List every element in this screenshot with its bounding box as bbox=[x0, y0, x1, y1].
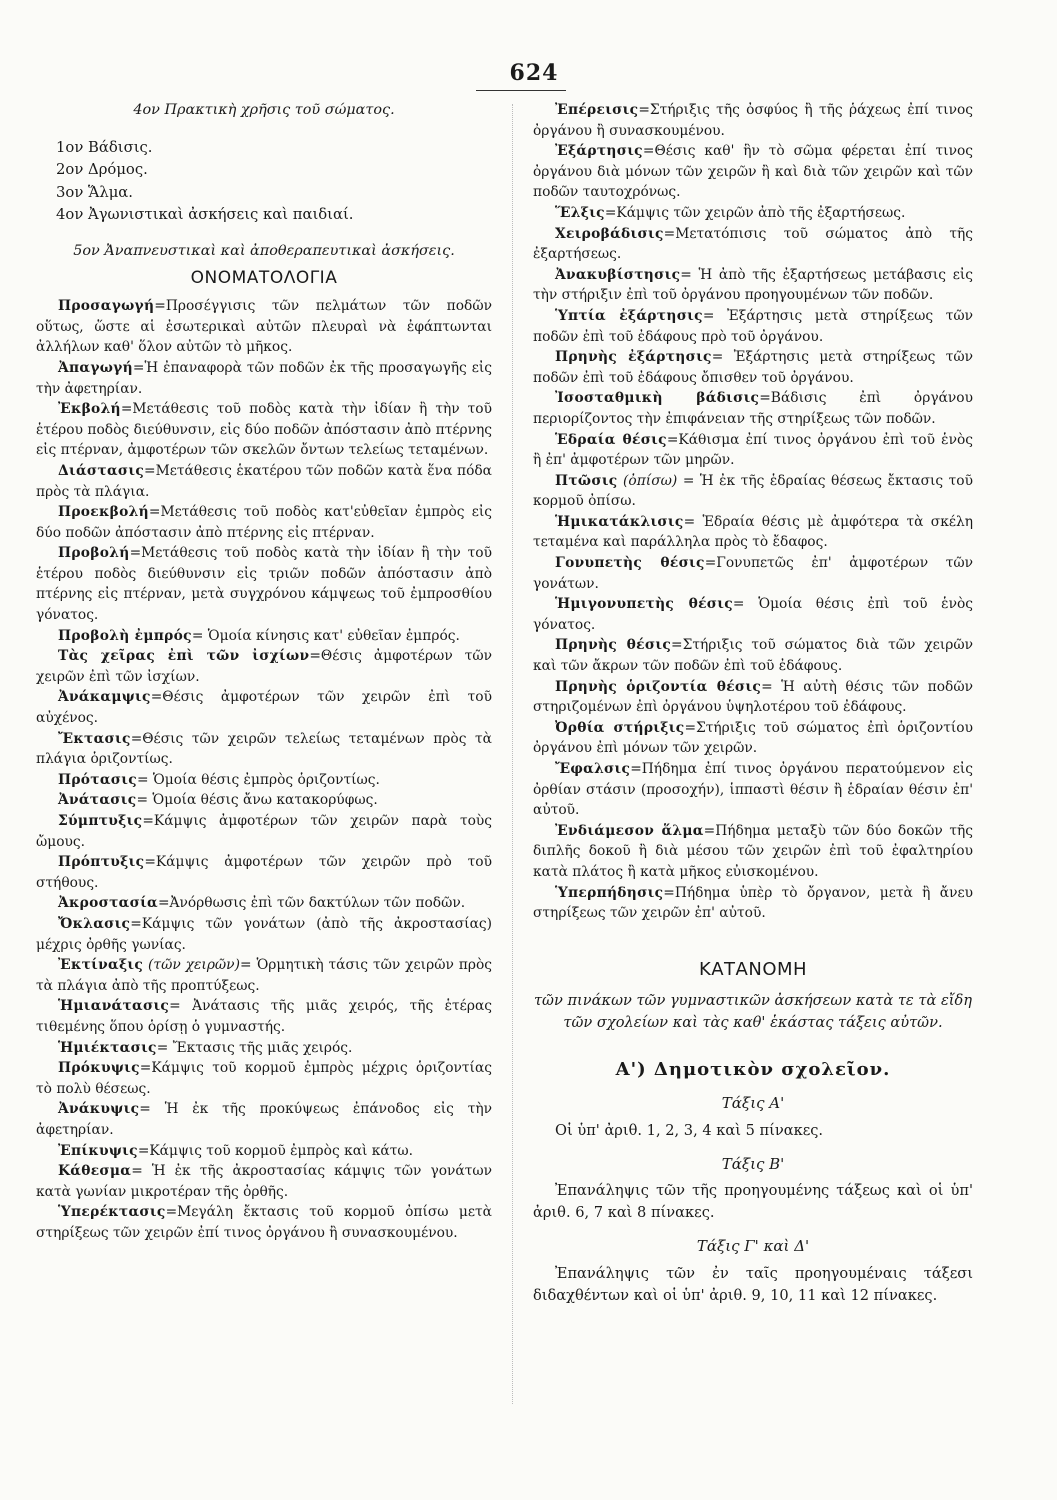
glossary-definition: =Κάμψις τοῦ κορμοῦ ἐμπρὸς καὶ κάτω. bbox=[137, 1142, 414, 1159]
glossary-entry bbox=[36, 646, 492, 687]
glossary-entry bbox=[533, 306, 973, 347]
right-entries bbox=[533, 100, 973, 924]
glossary-term: Ἡμιανάτασις bbox=[58, 998, 170, 1015]
glossary-term: Πτῶσις bbox=[555, 472, 618, 489]
glossary-entry bbox=[533, 883, 973, 924]
glossary-term: Ἐπέρεισις bbox=[555, 102, 639, 118]
glossary-entry bbox=[533, 388, 973, 429]
glossary-term: Ἀνάκυψις bbox=[58, 1101, 140, 1118]
glossary-entry bbox=[36, 502, 492, 543]
section-5-heading: 5ον Ἀναπνευστικαὶ καὶ ἀποθεραπευτικαὶ ἀσκήσεις. bbox=[73, 242, 455, 259]
glossary-term: Πρηνὴς ἐξάρτησις bbox=[555, 349, 712, 366]
glossary-entry bbox=[36, 770, 492, 791]
glossary-definition: = Ἑδραία θέσις μὲ ἀμφότερα τὰ σκέλη τεταμένα καὶ παράλληλα πρὸς τὸ ἔδαφος. bbox=[533, 513, 973, 551]
glossary-term: Ὑπερπήδησις bbox=[555, 884, 664, 901]
glossary-entry bbox=[533, 512, 973, 553]
glossary-definition: =Πήδημα ἐπί τινος ὀργάνου περατούμενον εἰς ὀρθίαν στάσιν (προσοχήν), ἱππαστὶ θέσιν ἢ ἑδραίαν θέσιν ἐπ' αὐτοῦ. bbox=[533, 761, 973, 819]
glossary-definition: =Κάμψις τοῦ κορμοῦ ἐμπρὸς μέχρις ὁριζοντίας τὸ πολὺ θέσεως. bbox=[36, 1060, 492, 1097]
glossary-definition: = Ἔκτασις τῆς μιᾶς χειρός. bbox=[156, 1039, 353, 1056]
plan-item: 4ον Ἀγωνιστικαὶ ἀσκήσεις καὶ παιδιαί. bbox=[56, 206, 354, 224]
glossary-term: Πρηνὴς ὁριζοντία θέσις bbox=[555, 678, 762, 695]
page-number: 624 bbox=[509, 60, 559, 86]
glossary-term: Τὰς χεῖρας ἐπὶ τῶν ἰσχίων bbox=[58, 648, 310, 665]
glossary-entry bbox=[36, 893, 492, 914]
glossary-definition: =Θέσις τῶν χειρῶν τελείως τεταμένων πρὸς τὰ πλάγια ὁριζοντίως. bbox=[36, 730, 492, 768]
glossary-definition: =Γονυπετῶς ἐπ' ἀμφοτέρων τῶν γονάτων. bbox=[533, 555, 973, 592]
glossary-entry bbox=[533, 677, 973, 718]
glossary-entry bbox=[36, 358, 492, 399]
glossary-entry bbox=[36, 1141, 492, 1162]
glossary-term: Ἀνακυβίστησις bbox=[555, 266, 681, 283]
glossary-term: Προεκβολή bbox=[58, 504, 149, 521]
glossary-definition: =Κάθισμα ἐπί τινος ὀργάνου ἐπὶ τοῦ ἑνὸς ἢ ἐπ' ἀμφοτέρων τῶν μηρῶν. bbox=[533, 431, 973, 469]
glossary-entry bbox=[36, 1058, 492, 1099]
plan-item: 1ον Βάδισις. bbox=[56, 138, 153, 156]
glossary-entry bbox=[36, 1202, 492, 1243]
page-number-rule bbox=[476, 90, 566, 91]
glossary-definition: =Θέσις ἀμφοτέρων τῶν χειρῶν ἐπὶ τῶν ἰσχίων. bbox=[36, 648, 492, 685]
glossary-definition: =Μετάθεσις ἑκατέρου τῶν ποδῶν κατὰ ἕνα πόδα πρὸς τὰ πλάγια. bbox=[36, 462, 492, 500]
glossary-definition: = Ὁμοία θέσις ἐμπρὸς ὁριζοντίως. bbox=[136, 771, 380, 788]
glossary-entry bbox=[533, 635, 973, 676]
glossary-entry bbox=[533, 821, 973, 883]
class-heading: Τάξις Γ' καὶ Δ' bbox=[696, 1237, 810, 1256]
glossary-entry bbox=[36, 1038, 492, 1059]
glossary-entry bbox=[36, 399, 492, 461]
glossary-term: Ἐνδιάμεσον ἅλμα bbox=[555, 822, 704, 839]
glossary-entry bbox=[36, 1161, 492, 1202]
plan-list bbox=[56, 137, 492, 227]
glossary-term: Ἔκτασις bbox=[58, 730, 131, 747]
glossary-term: Ὄκλασις bbox=[58, 915, 131, 932]
glossary-term: Ἑδραία θέσις bbox=[555, 431, 667, 448]
glossary-term: Προβολή bbox=[58, 545, 130, 562]
glossary-definition: = Ὁρμητικὴ τάσις τῶν χειρῶν πρὸς τὰ πλάγια ἀπὸ τῆς προπτύξεως. bbox=[36, 957, 492, 994]
glossary-entry bbox=[533, 759, 973, 821]
glossary-entry bbox=[533, 430, 973, 471]
glossary-definition: =Βάδισις ἐπὶ ὀργάνου περιορίζοντος τὴν ἐπιφάνειαν τῆς στηρίξεως τῶν ποδῶν. bbox=[533, 390, 973, 427]
glossary-entry bbox=[36, 852, 492, 893]
glossary-entry bbox=[533, 347, 973, 388]
glossary-term: Πρόπτυξις bbox=[58, 854, 145, 871]
glossary-term: Ἀνάκαμψις bbox=[58, 689, 151, 706]
glossary-term: Πρηνὴς θέσις bbox=[555, 637, 672, 654]
katanomi-subtitle: τῶν πινάκων τῶν γυμναστικῶν ἀσκήσεων κατὰ τε τὰ εἴδη τῶν σχολείων καὶ τὰς καθ' ἑκάστας τάξεις αὐτῶν. bbox=[533, 992, 973, 1032]
glossary-definition: = Ἡ ἐκ τῆς προκύψεως ἐπάνοδος εἰς τὴν ἀφετηρίαν. bbox=[36, 1101, 492, 1138]
glossary-entry bbox=[533, 553, 973, 594]
glossary-definition: =Στήριξις τοῦ σώματος ἐπὶ ὁριζοντίου ὀργάνου ἐπὶ μόνων τῶν χειρῶν. bbox=[533, 719, 973, 757]
glossary-entry bbox=[36, 626, 492, 647]
glossary-entry bbox=[36, 729, 492, 770]
glossary-term: Ὀρθία στήριξις bbox=[555, 719, 685, 736]
class-heading: Τάξις Α' bbox=[721, 1093, 785, 1112]
glossary-entry bbox=[36, 996, 492, 1037]
section-4-heading: 4ον Πρακτικὴ χρῆσις τοῦ σώματος. bbox=[133, 102, 395, 118]
glossary-definition: = Ἐξάρτησις μετὰ στηρίξεως τῶν ποδῶν ἐπὶ τοῦ ἐδάφους ὄπισθεν τοῦ ὀργάνου. bbox=[533, 349, 974, 386]
glossary-entry bbox=[36, 955, 492, 996]
glossary-term: Πρότασις bbox=[58, 771, 137, 788]
column-divider bbox=[512, 104, 513, 1404]
glossary-term: Ἐκτίναξις bbox=[58, 957, 144, 974]
glossary-definition: =Κάμψις ἀμφοτέρων τῶν χειρῶν πρὸ τοῦ στήθους. bbox=[36, 854, 492, 891]
glossary-definition: =Ἀνόρθωσις ἐπὶ τῶν δακτύλων τῶν ποδῶν. bbox=[157, 895, 466, 912]
class-text: Ἐπανάληψις τῶν ἐν ταῖς προηγουμέναις τάξεσι διδαχθέντων καὶ οἱ ὑπ' ἀριθ. 9, 10, 11 καὶ 12 πίνακες. bbox=[533, 1264, 973, 1304]
glossary-entry bbox=[36, 790, 492, 811]
glossary-definition: =Πήδημα ὑπὲρ τὸ ὄργανον, μετὰ ἢ ἄνευ στηρίξεως τῶν χειρῶν ἐπ' αὐτοῦ. bbox=[533, 884, 973, 922]
glossary-definition: = Ἀνάτασις τῆς μιᾶς χειρός, τῆς ἑτέρας τιθεμένης ὅπου ὁρίσῃ ὁ γυμναστής. bbox=[36, 998, 492, 1035]
glossary-definition: = Ἐξάρτησις μετὰ στηρίξεως τῶν ποδῶν ἐπὶ τοῦ ἐδάφους πρὸ τοῦ ὀργάνου. bbox=[533, 307, 973, 345]
left-entries bbox=[36, 296, 492, 1243]
glossary-term: Ἀκροστασία bbox=[58, 895, 158, 912]
glossary-term: Κάθεσμα bbox=[58, 1163, 132, 1180]
glossary-definition: =Μεγάλη ἔκτασις τοῦ κορμοῦ ὀπίσω μετὰ στηρίξεως τῶν χειρῶν ἐπί τινος ὀργάνου ἢ συνασκουμένου. bbox=[36, 1204, 492, 1241]
glossary-term: Χειροβάδισις bbox=[555, 225, 664, 242]
class-text: Οἱ ὑπ' ἀριθ. 1, 2, 3, 4 καὶ 5 πίνακες. bbox=[555, 1121, 824, 1139]
glossary-definition: =Πήδημα μεταξὺ τῶν δύο δοκῶν τῆς διπλῆς δοκοῦ ἢ διὰ μέσου τῶν χειρῶν ἐπὶ τοῦ ἐφαλτηρίου κατὰ πλάτος ἢ κατὰ μῆκος εὐισκομένου. bbox=[533, 822, 973, 880]
nomenclature-title: ΟΝΟΜΑΤΟΛΟΓΙΑ bbox=[190, 267, 338, 288]
glossary-entry bbox=[36, 914, 492, 955]
glossary-entry bbox=[533, 718, 973, 759]
glossary-entry bbox=[36, 461, 492, 502]
glossary-term: Ἐπίκυψις bbox=[58, 1142, 138, 1159]
glossary-definition: = Ἡ αὐτὴ θέσις τῶν ποδῶν στηριζομένων ἐπὶ ὀργάνου ὑψηλοτέρου τοῦ ἐδάφους. bbox=[533, 678, 973, 716]
glossary-term: Πρόκυψις bbox=[58, 1060, 140, 1077]
glossary-term: Σύμπτυξις bbox=[58, 813, 143, 829]
glossary-definition: =Προσέγγισις τῶν πελμάτων τῶν ποδῶν οὕτως, ὥστε αἱ ἐσωτερικαὶ αὐτῶν πλευραὶ νὰ ἐφάπτωνται ἀλλήλων καθ' ὅλον αὐτῶν τὸ μῆκος. bbox=[36, 298, 492, 356]
glossary-term: Ἕλξις bbox=[555, 204, 605, 221]
glossary-definition: = Ὁμοία θέσις ἄνω κατακορύφως. bbox=[136, 792, 378, 809]
glossary-entry bbox=[533, 594, 973, 635]
glossary-entry bbox=[533, 203, 973, 224]
school-heading: Α') Δημοτικὸν σχολεῖον. bbox=[615, 1059, 891, 1081]
glossary-entry bbox=[36, 296, 492, 358]
glossary-definition: =Ἡ ἐπαναφορὰ τῶν ποδῶν ἐκ τῆς προσαγωγῆς εἰς τὴν ἀφετηρίαν. bbox=[36, 359, 492, 397]
glossary-term: Προβολὴ ἐμπρός bbox=[58, 627, 192, 644]
glossary-term: Ἰσοσταθμικὴ βάδισις bbox=[555, 390, 760, 407]
glossary-definition: =Μετατόπισις τοῦ σώματος ἀπὸ τῆς ἐξαρτήσεως. bbox=[533, 225, 973, 263]
glossary-term: Ἐκβολή bbox=[58, 401, 121, 418]
glossary-definition: =Μετάθεσις τοῦ ποδὸς κατ'εὐθεῖαν ἐμπρὸς εἰς δύο ποδῶν ἀπόστασιν ἀπὸ πτέρνης εἰς πτέρναν. bbox=[36, 504, 492, 541]
glossary-definition: =Κάμψις τῶν χειρῶν ἀπὸ τῆς ἐξαρτήσεως. bbox=[604, 204, 906, 221]
glossary-definition: =Μετάθεσις τοῦ ποδὸς κατὰ τὴν ἰδίαν ἢ τὴν τοῦ ἑτέρου ποδὸς διεύθυνσιν, εἰς δύο ποδῶν ἀπόστασιν ἀπὸ πτέρνης εἰς πτέρναν, ἀμφοτέρων τῶν σκελῶν ὄντων τελείως τεταμένων. bbox=[36, 401, 492, 459]
glossary-definition: = Ὁμοία θέσις ἐπὶ τοῦ ἑνὸς γόνατος. bbox=[533, 596, 974, 633]
glossary-definition: =Θέσις ἀμφοτέρων τῶν χειρῶν ἐπὶ τοῦ αὐχένος. bbox=[36, 689, 492, 727]
glossary-term: Γονυπετὴς θέσις bbox=[555, 555, 705, 572]
glossary-entry bbox=[533, 265, 973, 306]
glossary-definition: =Στήριξις τοῦ σώματος διὰ τῶν χειρῶν καὶ τῶν ἄκρων τῶν ποδῶν ἐπὶ τοῦ ἐδάφους. bbox=[533, 637, 973, 675]
glossary-definition: = Ἡ ἐκ τῆς ἑδραίας θέσεως ἔκτασις τοῦ κορμοῦ ὀπίσω. bbox=[533, 472, 973, 510]
glossary-entry bbox=[36, 811, 492, 852]
glossary-entry bbox=[36, 687, 492, 728]
glossary-definition: =Κάμψις τῶν γονάτων (ἀπὸ τῆς ἀκροστασίας) μέχρις ὀρθῆς γωνίας. bbox=[36, 915, 492, 953]
glossary-definition: =Μετάθεσις τοῦ ποδὸς κατὰ τὴν ἰδίαν ἢ τὴν τοῦ ἑτέρου ποδὸς διεύθυνσιν εἰς τριῶν ποδῶν ἀπόστασιν ἀπὸ πτέρνης εἰς πτέρναν, μετὰ συγχρόνου κάμψεως τοῦ ἐμπροσθίου γόνατος. bbox=[36, 545, 492, 624]
right-column bbox=[533, 100, 973, 1307]
glossary-term-qualifier: (ὀπίσω) bbox=[617, 472, 678, 489]
glossary-term: Ἀνάτασις bbox=[58, 792, 137, 809]
glossary-definition: = Ἡ ἀπὸ τῆς ἐξαρτήσεως μετάβασις εἰς τὴν στήριξιν ἐπὶ τοῦ ὀργάνου προηγουμένων τῶν ποδῶν. bbox=[533, 266, 973, 304]
glossary-term: Ἡμιέκτασις bbox=[58, 1039, 157, 1056]
plan-item: 2ον Δρόμος. bbox=[56, 161, 148, 179]
glossary-entry bbox=[533, 224, 973, 265]
glossary-term: Ὑπερέκτασις bbox=[58, 1204, 166, 1221]
glossary-term: Διάστασις bbox=[58, 462, 145, 479]
glossary-term: Ἡμιγονυπετὴς θέσις bbox=[555, 596, 733, 613]
glossary-definition: =Στήριξις τῆς ὀσφύος ἢ τῆς ῥάχεως ἐπί τινος ὀργάνου ἢ συνασκουμένου. bbox=[533, 102, 973, 139]
glossary-entry bbox=[36, 1099, 492, 1140]
glossary-entry bbox=[533, 141, 973, 203]
glossary-term: Ἀπαγωγή bbox=[58, 359, 133, 376]
glossary-term: Ἔφαλσις bbox=[555, 761, 631, 777]
glossary-term: Ἡμικατάκλισις bbox=[555, 513, 684, 530]
glossary-entry bbox=[533, 100, 973, 141]
class-heading: Τάξις Β' bbox=[721, 1154, 785, 1173]
glossary-term: Ὑπτία ἐξάρτησις bbox=[555, 307, 703, 324]
glossary-definition: =Θέσις καθ' ἣν τὸ σῶμα φέρεται ἐπί τινος ὀργάνου διὰ μόνων τῶν χειρῶν ἢ καὶ διὰ τῶν χειρῶν καὶ τῶν ποδῶν ταυτοχρόνως. bbox=[533, 143, 973, 201]
left-column bbox=[36, 100, 492, 1243]
glossary-definition: = Ὁμοία κίνησις κατ' εὐθεῖαν ἐμπρός. bbox=[191, 627, 460, 644]
glossary-term: Ἐξάρτησις bbox=[555, 143, 643, 160]
class-text: Ἐπανάληψις τῶν τῆς προηγουμένης τάξεως καὶ οἱ ὑπ' ἀριθ. 6, 7 καὶ 8 πίνακες. bbox=[533, 1182, 973, 1222]
glossary-term-qualifier: (τῶν χειρῶν) bbox=[143, 957, 240, 974]
plan-item: 3ον Ἅλμα. bbox=[56, 183, 134, 201]
glossary-entry bbox=[36, 543, 492, 625]
glossary-term: Προσαγωγή bbox=[58, 298, 155, 315]
glossary-definition: =Κάμψις ἀμφοτέρων τῶν χειρῶν παρὰ τοὺς ὤμους. bbox=[36, 813, 492, 850]
glossary-definition: = Ἡ ἐκ τῆς ἀκροστασίας κάμψις τῶν γονάτων κατὰ γωνίαν μικροτέραν τῆς ὀρθῆς. bbox=[36, 1163, 492, 1200]
katanomi-title: ΚΑΤΑΝΟΜΗ bbox=[698, 958, 808, 980]
glossary-entry bbox=[533, 471, 973, 512]
